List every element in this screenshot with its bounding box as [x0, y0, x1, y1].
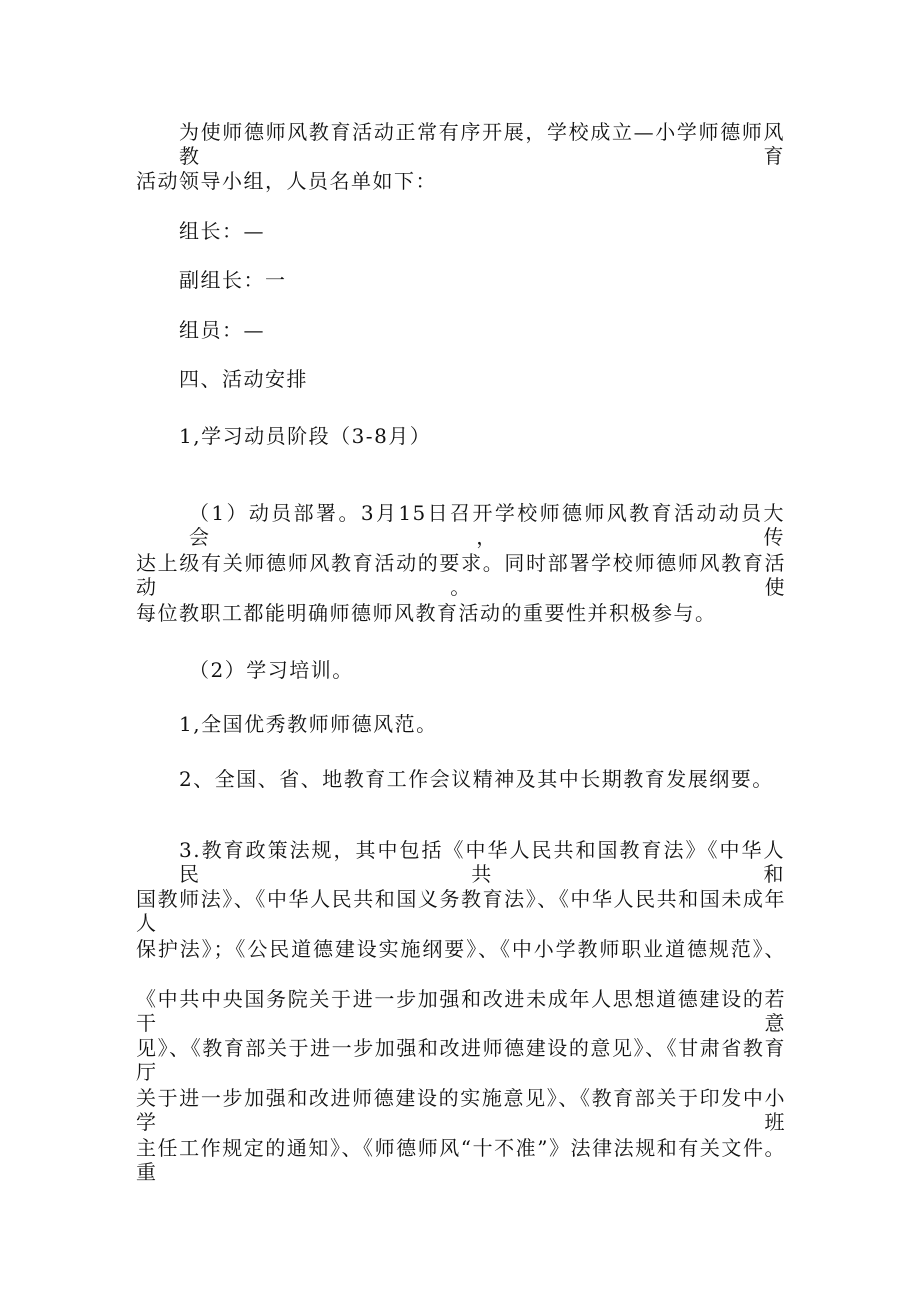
study-item-1: 1,全国优秀教师师德风范。 [179, 712, 438, 736]
section-heading-activity-arrangement: 四、活动安排 [179, 367, 308, 391]
study-item-2: 2、全国、省、地教育工作会议精神及其中长期教育发展纲要。 [179, 767, 774, 791]
mobilization-paragraph-line-3: 每位教职工都能明确师德师风教育活动的重要性并积极参与。 [136, 601, 717, 625]
mobilization-paragraph-line-1: （1）动员部署。3月15日召开学校师德师风教育活动动员大会，传 [189, 501, 785, 549]
group-members-line: 组员：— [179, 318, 265, 342]
policy-paragraph-line-4: 《中共中央国务院关于进一步加强和改进未成年人思想道德建设的若干意 [136, 987, 786, 1035]
deputy-leader-line: 副组长：一 [179, 268, 287, 292]
policy-paragraph-line-7: 主任工作规定的通知》、《师德师风“十不准”》法律法规和有关文件。重 [136, 1136, 786, 1184]
intro-paragraph-line-2: 活动领导小组，人员名单如下： [136, 169, 437, 193]
group-leader-line: 组长：— [179, 219, 265, 243]
stage-heading-study-mobilization: 1,学习动员阶段（3-8月） [179, 424, 432, 448]
intro-paragraph-line-1: 为使师德师风教育活动正常有序开展，学校成立—小学师德师风教育 [179, 120, 785, 168]
study-training-heading: （2）学习培训。 [189, 658, 354, 682]
policy-paragraph-line-5: 见》、《教育部关于进一步加强和改进师德建设的意见》、《甘肃省教育厅 [136, 1036, 786, 1084]
mobilization-paragraph-line-2: 达上级有关师德师风教育活动的要求。同时部署学校师德师风教育活动。使 [136, 551, 786, 599]
policy-paragraph-line-6: 关于进一步加强和改进师德建设的实施意见》、《教育部关于印发中小学班 [136, 1086, 786, 1134]
policy-paragraph-line-1: 3.教育政策法规，其中包括《中华人民共和国教育法》《中华人民共和 [179, 838, 785, 886]
policy-paragraph-line-3: 保护法》；《公民道德建设实施纲要》、《中小学教师职业道德规范》、 [136, 937, 786, 961]
policy-paragraph-line-2: 国教师法》、《中华人民共和国义务教育法》、《中华人民共和国未成年人 [136, 887, 786, 935]
